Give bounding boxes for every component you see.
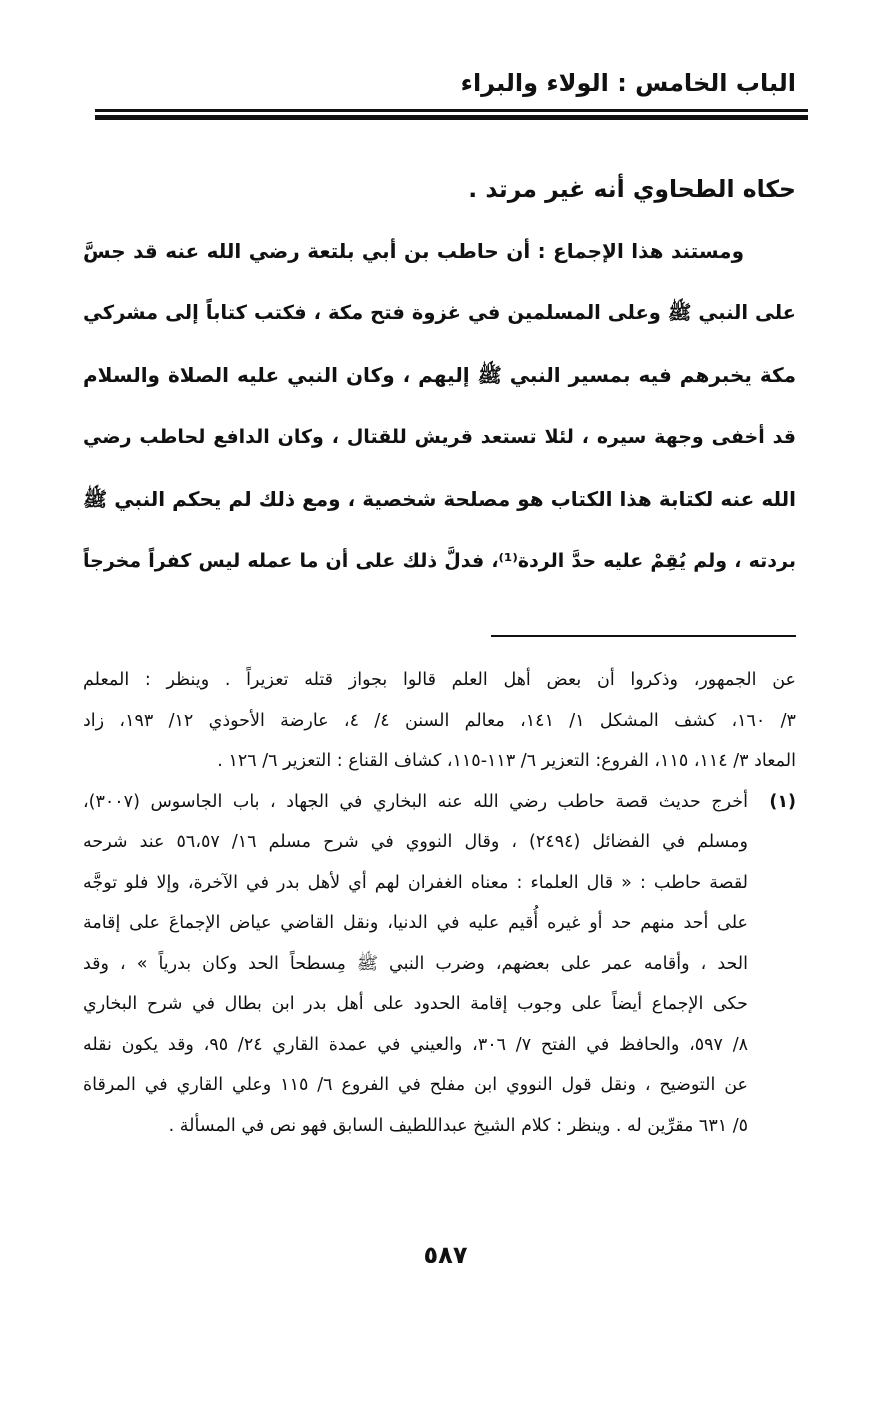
- footnote-separator: [491, 635, 796, 637]
- main-text: [83, 158, 796, 592]
- body-line: مكة يخبرهم فيه بمسير النبي ﷺ إليهم ، وكان النبي عليه الصلاة والسلام: [83, 363, 796, 387]
- body-line: ومستند هذا الإجماع : أن حاطب بن أبي بلتعة رضي الله عنه قد جسَّ: [83, 239, 744, 263]
- page-number: ٥٨٧: [423, 1241, 468, 1269]
- footnote-line: عن التوضيح ، ونقل قول النووي ابن مفلح في الفروع ٦/ ١١٥ وعلي القاري في المرقاة: [83, 1075, 749, 1095]
- footnote-line: ومسلم في الفضائل (٢٤٩٤) ، وقال النووي في شرح مسلم ١٦/ ٥٦،٥٧ عند شرحه: [83, 832, 748, 852]
- body-line: على النبي ﷺ وعلى المسلمين في غزوة فتح مكة ، فكتب كتاباً إلى مشركي: [83, 301, 796, 324]
- body-line: حكاه الطحاوي أنه غير مرتد .: [468, 175, 796, 203]
- footnote-text: أخرج حديث قصة حاطب رضي الله عنه البخاري في الجهاد ، باب الجاسوس (٣٠٠٧)،: [83, 791, 748, 812]
- footnote-line: عن الجمهور، وذكروا أن بعض أهل العلم قالوا بجواز قتله تعزيراً . وينظر : المعلم: [83, 670, 796, 690]
- footnote-line: الحد ، وأقامه عمر على بعضهم، وضرب النبي ﷺ مِسطحاً الحد وكان بدرياً » ، وقد: [83, 953, 748, 974]
- header-rule-thin: [95, 109, 808, 112]
- footnote-line: لقصة حاطب : « قال العلماء : معناه الغفران لهم أي لأهل بدر في الآخرة، وإلا فلو توجَّه: [83, 872, 748, 893]
- footnote-marker: (١): [769, 791, 796, 812]
- header-rule-thick: [95, 115, 808, 120]
- body-line: الله عنه لكتابة هذا الكتاب هو مصلحة شخصية ، ومع ذلك لم يحكم النبي ﷺ: [83, 487, 796, 511]
- footnote-line: ٣/ ١٦٠، كشف المشكل ١/ ١٤١، معالم السنن ٤/ ٤، عارضة الأحوذي ١٢/ ١٩٣، زاد: [83, 710, 796, 731]
- footnote-line: حكى الإجماع أيضاً على وجوب إقامة الحدود على أهل بدر ابن بطال في شرح البخاري: [83, 994, 748, 1014]
- footnote-line: ٥/ ٦٣١ مقرِّين له . وينظر : كلام الشيخ عبداللطيف السابق فهو نص في المسألة .: [168, 1115, 748, 1136]
- body-line: بردته ، ولم يُقِمْ عليه حدَّ الردة⁽¹⁾، فدلَّ ذلك على أن ما عمله ليس كفراً مخرجاً: [83, 550, 796, 572]
- footnote-line: المعاد ٣/ ١١٤، ١١٥، الفروع: التعزير ٦/ ١١٣-١١٥، كشاف القناع : التعزير ٦/ ١٢٦ .: [217, 751, 796, 771]
- running-header: الباب الخامس : الولاء والبراء: [460, 69, 796, 97]
- footnote-line: على أحد منهم حد أو غيره أُقيم عليه في الدنيا، ونقل القاضي عياض الإجماعَ على إقامة: [83, 913, 748, 933]
- footnote-1-line: [83, 782, 796, 823]
- footnote-line: ٨/ ٥٩٧، والحافظ في الفتح ٧/ ٣٠٦، والعيني في عمدة القاري ٢٤/ ٩٥، وقد يكون نقله: [83, 1034, 749, 1055]
- footnotes: [83, 660, 796, 1146]
- body-line: قد أخفى وجهة سيره ، لئلا تستعد قريش للقتال ، وكان الدافع لحاطب رضي: [83, 426, 796, 448]
